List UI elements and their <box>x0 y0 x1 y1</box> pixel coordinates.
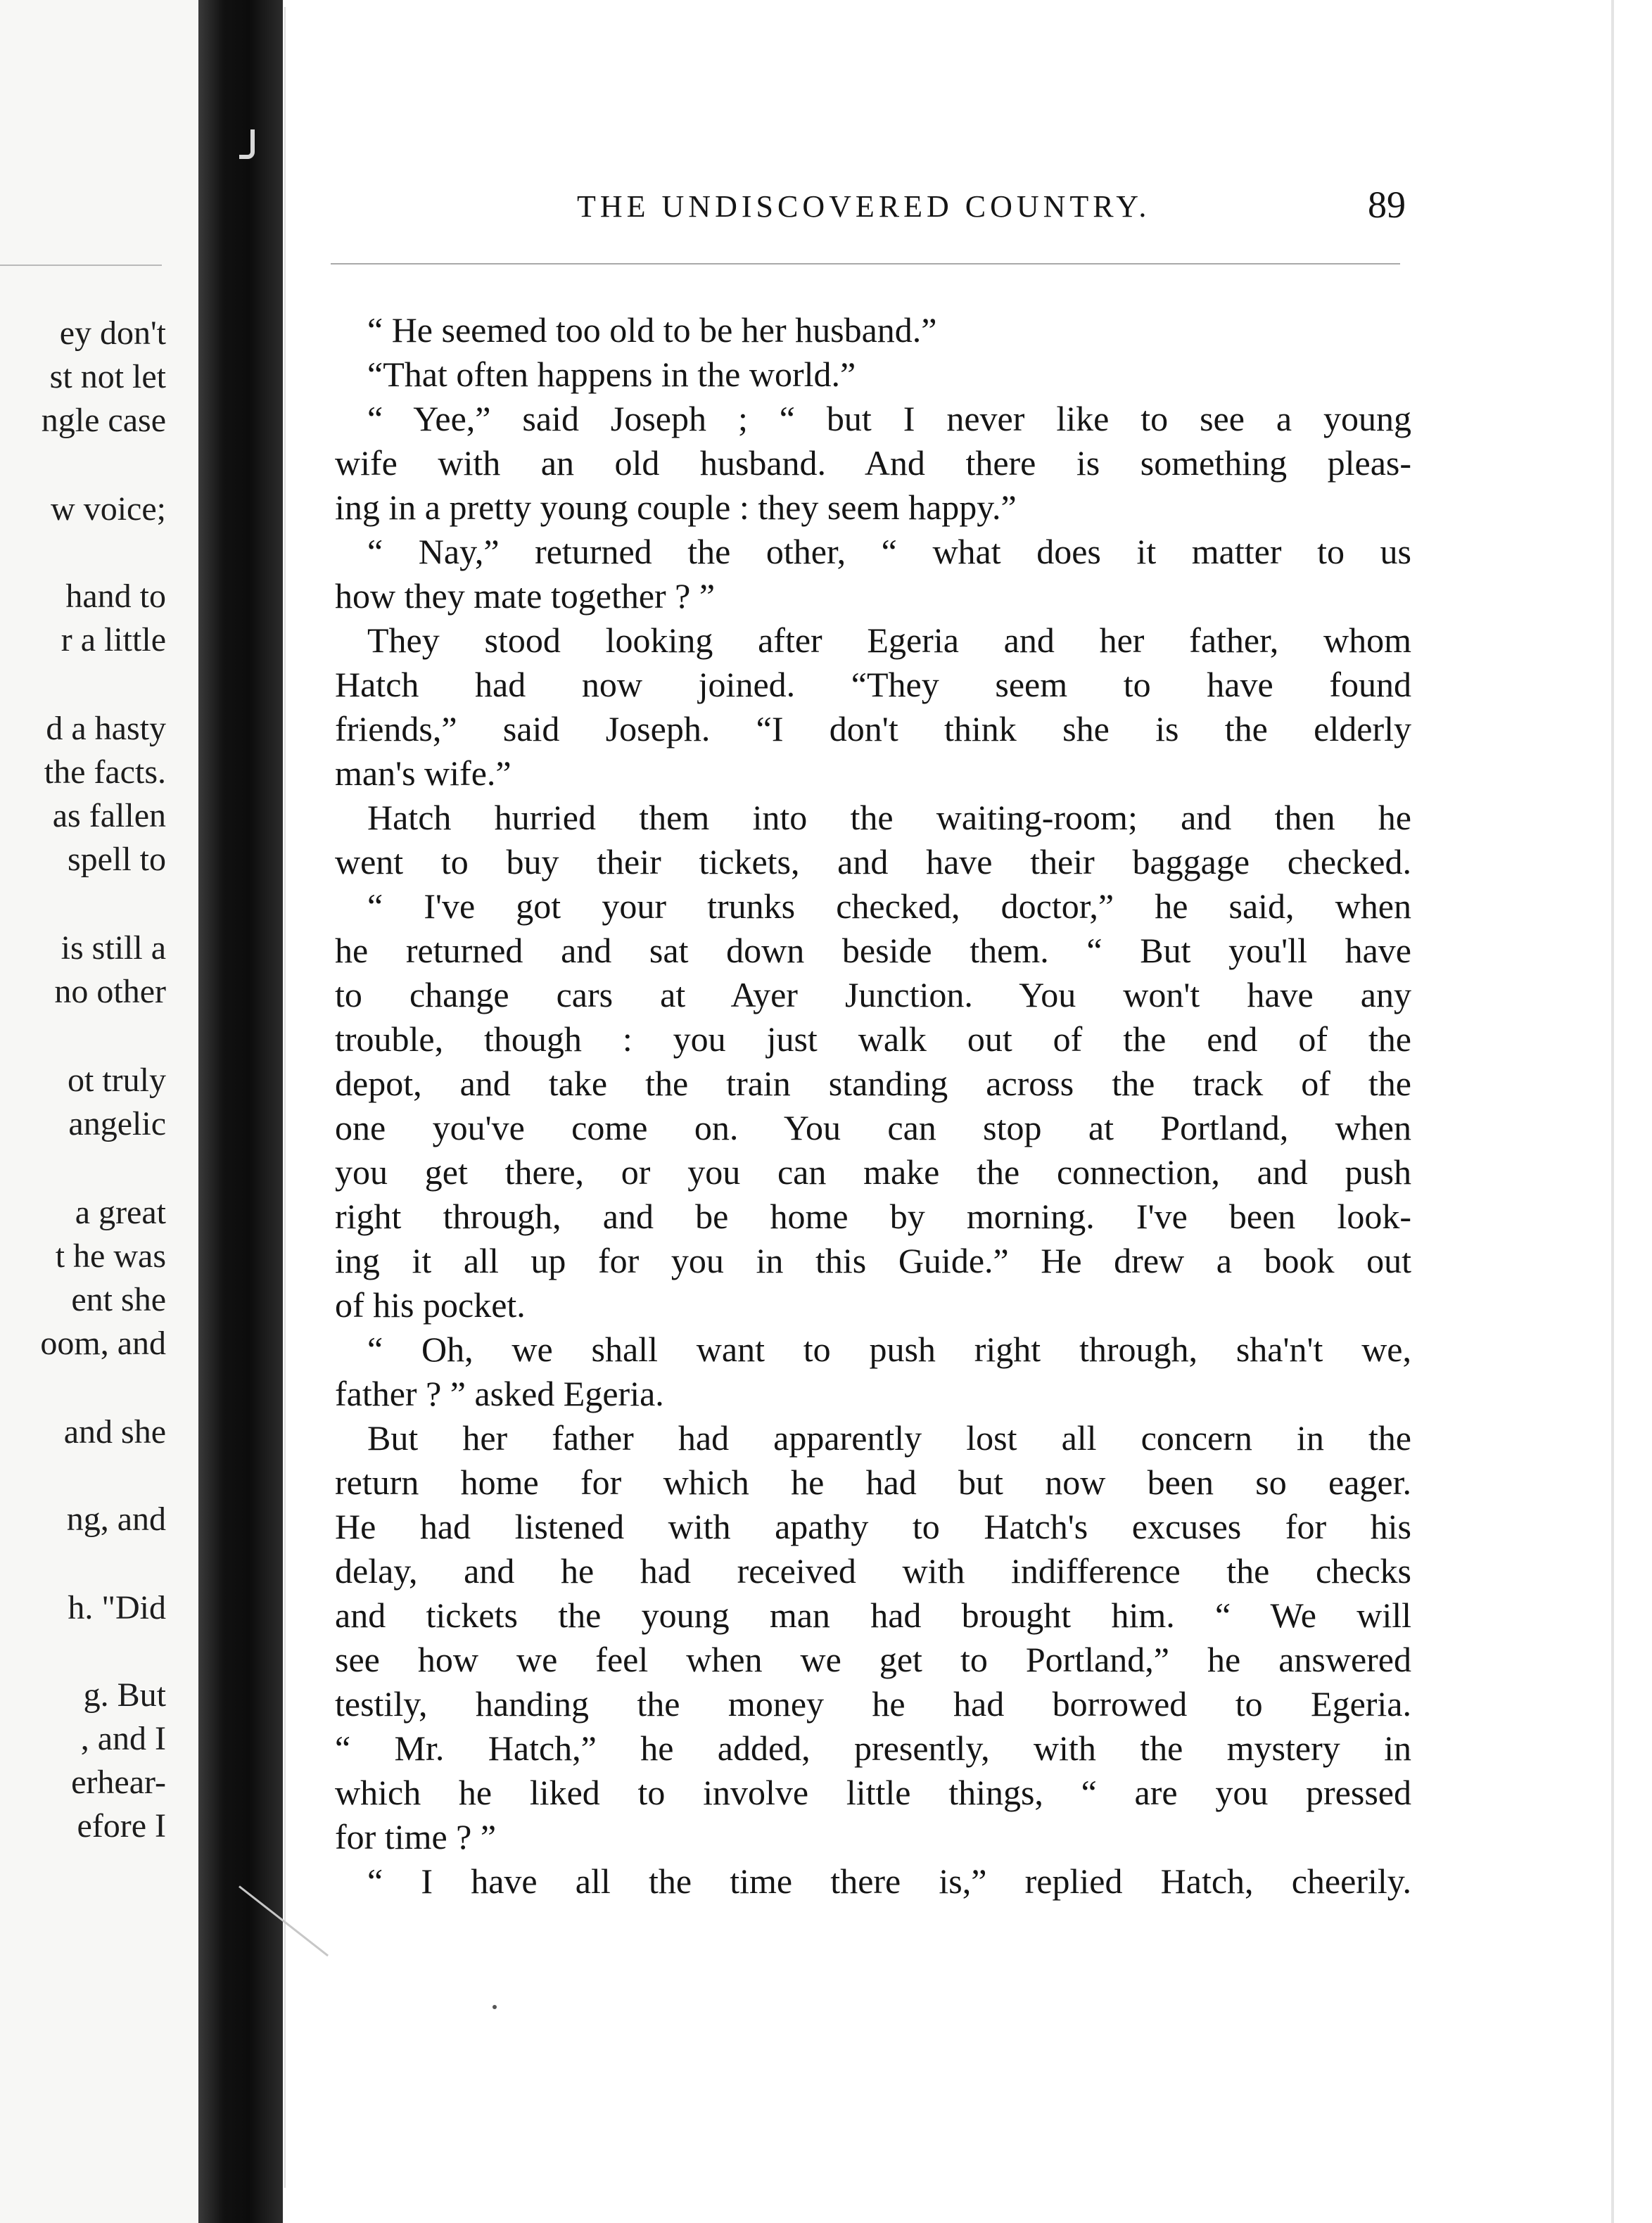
facing-page-line: efore I <box>77 1807 166 1845</box>
text-line: “ I've got your trunks checked, doctor,” he said, when <box>367 886 1411 926</box>
facing-page-line: d a hasty <box>46 710 166 747</box>
ink-speck <box>493 2005 497 2009</box>
text-line: delay, and he had received with indifference the checks <box>335 1551 1411 1591</box>
facing-page-line: g. But <box>83 1676 166 1714</box>
facing-page-line: ng, and <box>66 1501 166 1538</box>
facing-page-line: the facts. <box>44 753 166 791</box>
facing-page-line: erhear- <box>71 1764 166 1801</box>
text-line: “ Nay,” returned the other, “ what does it matter to us <box>367 532 1411 571</box>
text-line: went to buy their tickets, and have their baggage checked. <box>335 842 1411 881</box>
facing-page-line: w voice; <box>51 490 166 528</box>
header-rule <box>331 263 1400 265</box>
facing-page-line: st not let <box>49 358 166 395</box>
text-line: to change cars at Ayer Junction. You won't have any <box>335 975 1411 1014</box>
text-line: “ I have all the time there is,” replied Hatch, cheerily. <box>367 1861 1411 1901</box>
book-gutter <box>198 0 283 2223</box>
text-line: for time ? ” <box>335 1817 497 1856</box>
text-line: return home for which he had but now been so eager. <box>335 1463 1411 1502</box>
facing-page-line: ngle case <box>41 402 166 439</box>
facing-page-line: hand to <box>65 578 166 615</box>
facing-page-line: a great <box>75 1194 166 1231</box>
text-line: ing in a pretty young couple : they seem happy.” <box>335 488 1017 527</box>
text-line: “That often happens in the world.” <box>367 355 856 394</box>
text-line: “ Mr. Hatch,” he added, presently, with the mystery in <box>335 1728 1411 1768</box>
text-line: But her father had apparently lost all concern in the <box>367 1418 1411 1458</box>
text-line: he returned and sat down beside them. “ But you'll have <box>335 931 1411 970</box>
text-line: “ Oh, we shall want to push right through, sha'n't we, <box>367 1330 1411 1369</box>
text-line: see how we feel when we get to Portland,” he answered <box>335 1640 1411 1679</box>
text-line: “ Yee,” said Joseph ; “ but I never like to see a young <box>367 399 1411 438</box>
facing-page-line: t he was <box>55 1237 166 1275</box>
text-line: Hatch had now joined. “They seem to have found <box>335 665 1411 704</box>
text-line: ing it all up for you in this Guide.” He drew a book out <box>335 1241 1411 1280</box>
facing-page-fragment <box>0 0 232 2223</box>
facing-page-line: ey don't <box>59 314 166 352</box>
facing-page-line: is still a <box>61 929 166 967</box>
text-line: wife with an old husband. And there is something pleas- <box>335 443 1411 483</box>
facing-page-line: no other <box>54 973 166 1010</box>
text-line: testily, handing the money he had borrowed to Egeria. <box>335 1684 1411 1724</box>
text-line: father ? ” asked Egeria. <box>335 1374 664 1413</box>
facing-page-line: spell to <box>68 841 166 878</box>
text-line: friends,” said Joseph. “I don't think she is the elderly <box>335 709 1411 749</box>
text-line: and tickets the young man had brought him. “ We will <box>335 1595 1411 1635</box>
facing-page-line: r a little <box>61 621 166 658</box>
text-line: They stood looking after Egeria and her father, whom <box>367 620 1411 660</box>
text-line: man's wife.” <box>335 753 512 793</box>
page-edge <box>1611 0 1614 2223</box>
facing-page-line: , and I <box>80 1720 166 1757</box>
running-head: THE UNDISCOVERED COUNTRY. <box>577 189 1151 224</box>
text-line: trouble, though : you just walk out of the end of the <box>335 1019 1411 1059</box>
text-line: which he liked to involve little things, “ are you pressed <box>335 1773 1411 1812</box>
text-line: “ He seemed too old to be her husband.” <box>367 310 937 350</box>
facing-page-line: oom, and <box>40 1325 166 1362</box>
gutter-mark <box>239 129 255 159</box>
page-number: 89 <box>1368 184 1406 226</box>
page-body-text <box>335 308 1411 1904</box>
text-line: Hatch hurried them into the waiting-room; and then he <box>367 798 1411 837</box>
facing-page-line: ot truly <box>68 1062 166 1099</box>
text-line: of his pocket. <box>335 1285 526 1325</box>
facing-page-line: ent she <box>71 1281 166 1318</box>
text-line: how they mate together ? ” <box>335 576 716 616</box>
facing-page-line: as fallen <box>52 797 166 834</box>
facing-page-line: h. "Did <box>68 1589 166 1626</box>
facing-page-rule <box>0 265 162 266</box>
facing-page-line: angelic <box>68 1105 166 1142</box>
facing-page-line: and she <box>63 1413 166 1451</box>
text-line: He had listened with apathy to Hatch's excuses for his <box>335 1507 1411 1546</box>
text-line: right through, and be home by morning. I've been look- <box>335 1197 1411 1236</box>
text-line: one you've come on. You can stop at Portland, when <box>335 1108 1411 1147</box>
text-line: you get there, or you can make the connection, and push <box>335 1152 1411 1192</box>
text-line: depot, and take the train standing across the track of the <box>335 1064 1411 1103</box>
